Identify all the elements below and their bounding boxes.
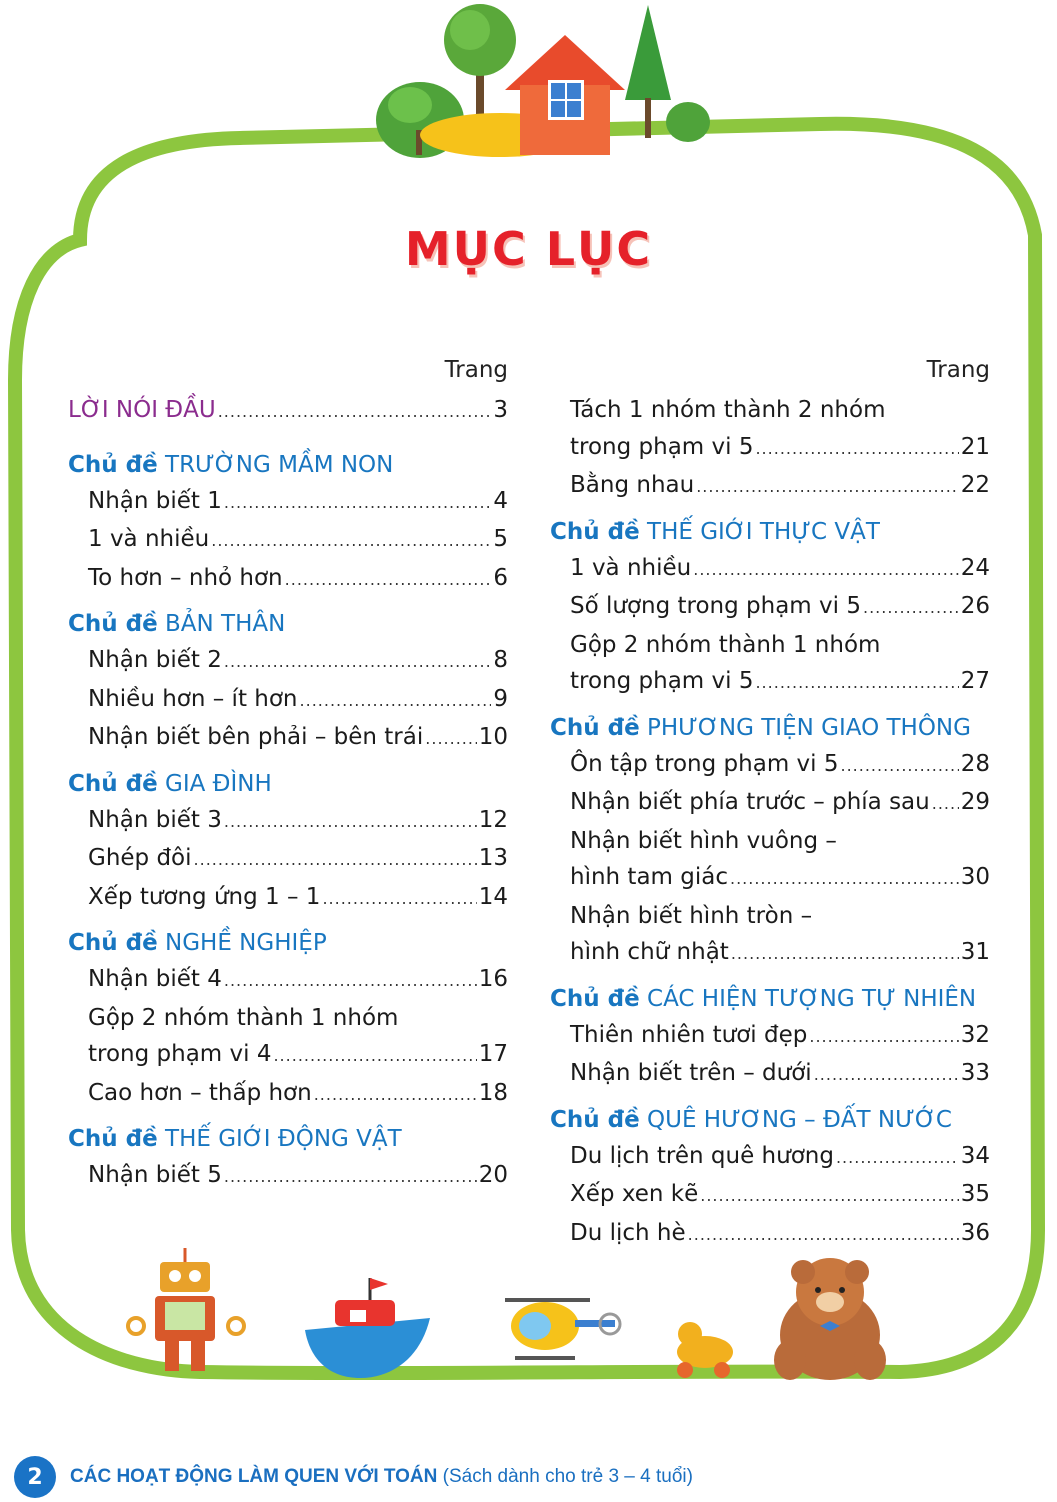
page-number: 4 — [493, 487, 508, 514]
topic-name: NGHỀ NGHIỆP — [165, 930, 327, 956]
toc-entry[interactable] — [68, 719, 508, 758]
toc-entry-title: Nhận biết 5 — [88, 1162, 222, 1188]
page-number: 29 — [960, 789, 990, 815]
topic-name: GIA ĐÌNH — [165, 770, 272, 797]
toc-right-column — [550, 352, 990, 1253]
page-number: 33 — [960, 1060, 990, 1086]
page-number: 22 — [960, 472, 990, 498]
topic-prefix: Chủ đề — [68, 611, 158, 637]
toc-entry-title: Nhận biết 2 — [88, 647, 222, 673]
page-number: 35 — [960, 1181, 990, 1207]
toc-entry-title: Xếp tương ứng 1 – 1 — [88, 883, 321, 910]
page-number: 10 — [478, 724, 508, 750]
topic-heading — [68, 1121, 508, 1157]
page-number: 31 — [960, 939, 990, 965]
page-number: 26 — [960, 593, 990, 619]
toc-entry[interactable] — [550, 746, 990, 785]
toc-entry[interactable] — [550, 1138, 990, 1177]
leader-dots — [425, 721, 476, 758]
topic-heading — [68, 925, 508, 961]
leader-dots — [273, 1038, 476, 1075]
small-bush-icon — [666, 102, 710, 142]
toc-entry[interactable] — [550, 784, 990, 823]
toc-entry[interactable] — [68, 961, 508, 1000]
toc-entry[interactable] — [68, 483, 508, 522]
topic-name: QUÊ HƯƠNG – ĐẤT NƯỚC — [647, 1106, 952, 1133]
toc-entry-title: 1 và nhiều — [570, 554, 692, 581]
page-number: 8 — [493, 647, 508, 673]
pine-tree-icon — [625, 5, 671, 138]
toc-entry-title: hình tam giác — [570, 864, 728, 890]
topic-prefix: Chủ đề — [68, 770, 158, 797]
toc-entry[interactable] — [68, 642, 508, 681]
toc-entry-title: To hơn – nhỏ hơn — [88, 564, 283, 591]
leader-dots — [693, 552, 958, 589]
toc-entry-line1: Tách 1 nhóm thành 2 nhóm — [570, 397, 886, 423]
leader-dots — [224, 485, 491, 522]
toc-entry[interactable] — [550, 859, 990, 898]
toc-entry[interactable] — [68, 840, 508, 879]
topic-prefix: Chủ đề — [550, 985, 640, 1012]
toc-entry[interactable] — [550, 429, 990, 468]
leader-dots — [700, 1178, 958, 1215]
leader-dots — [194, 842, 477, 879]
page-number: 13 — [478, 845, 508, 871]
toc-entry[interactable] — [68, 681, 508, 720]
topic-prefix: Chủ đề — [550, 518, 640, 545]
toc-entry-line1: Gộp 2 nhóm thành 1 nhóm — [570, 631, 881, 658]
leader-dots — [300, 683, 492, 720]
leader-dots — [730, 861, 959, 898]
leader-dots — [696, 469, 959, 506]
topic-name: TRƯỜNG MẦM NON — [165, 451, 394, 478]
topic-name: CÁC HIỆN TƯỢNG TỰ NHIÊN — [647, 985, 977, 1012]
topic-name: PHƯƠNG TIỆN GIAO THÔNG — [647, 714, 971, 741]
toc-entry[interactable] — [550, 1215, 990, 1254]
leader-dots — [840, 748, 958, 785]
book-subtitle: (Sách dành cho trẻ 3 – 4 tuổi) — [442, 1466, 693, 1487]
toc-entry-title: Nhận biết 3 — [88, 806, 222, 833]
toc-entry-title: Nhận biết trên – dưới — [570, 1060, 812, 1086]
leader-dots — [932, 786, 959, 823]
page-number: 17 — [478, 1041, 508, 1067]
toc-entry-title: Nhận biết bên phải – bên trái — [88, 724, 424, 750]
book-title: CÁC HOẠT ĐỘNG LÀM QUEN VỚI TOÁN — [70, 1466, 438, 1487]
page-number: 18 — [478, 1079, 508, 1106]
toc-entry[interactable] — [550, 663, 990, 702]
topic-prefix: Chủ đề — [68, 1126, 158, 1152]
leader-dots — [211, 523, 491, 560]
page-number: 12 — [478, 806, 508, 833]
page-number: 6 — [493, 564, 508, 591]
page-number: 28 — [960, 750, 990, 777]
topic-prefix: Chủ đề — [68, 930, 158, 956]
topic-prefix: Chủ đề — [68, 451, 158, 478]
toc-entry[interactable] — [68, 879, 508, 918]
page-number: 36 — [960, 1219, 990, 1246]
leader-dots — [224, 963, 477, 1000]
page-number: 9 — [493, 685, 508, 712]
topic-prefix: Chủ đề — [550, 714, 640, 741]
house-icon — [505, 35, 625, 155]
boat-icon — [305, 1278, 430, 1378]
leader-dots — [755, 431, 958, 468]
toc-entry[interactable] — [68, 560, 508, 599]
leader-dots — [224, 644, 491, 681]
topic-name: THẾ GIỚI THỰC VẬT — [647, 518, 880, 545]
toc-entry[interactable] — [550, 934, 990, 973]
page-number: 34 — [960, 1142, 990, 1169]
leader-dots — [863, 590, 959, 627]
toc-entry[interactable] — [68, 1036, 508, 1075]
toc-entry-line1: Nhận biết hình vuông – — [570, 827, 837, 854]
toc-entry[interactable] — [68, 802, 508, 841]
teddy-bear-icon — [774, 1258, 886, 1380]
leader-dots — [836, 1140, 959, 1177]
topic-heading — [550, 514, 990, 550]
toc-entry[interactable] — [550, 1055, 990, 1094]
leader-dots — [314, 1077, 477, 1114]
page-title: MỤC LỤC — [404, 222, 653, 276]
topic-heading — [68, 766, 508, 802]
leader-dots — [322, 881, 476, 918]
toc-entry[interactable] — [550, 588, 990, 627]
page-number: 14 — [478, 883, 508, 910]
helicopter-icon — [505, 1300, 620, 1358]
toc-entry-title: Ghép đôi — [88, 845, 192, 871]
leader-dots — [224, 804, 477, 841]
page-number: 32 — [960, 1021, 990, 1048]
footer-book-title — [70, 1466, 693, 1488]
toc-entry[interactable] — [550, 550, 990, 589]
page-number: 27 — [960, 668, 990, 694]
toc-entry-title: Nhận biết 4 — [88, 966, 222, 992]
toc-entry-title: Ôn tập trong phạm vi 5 — [570, 750, 839, 777]
toc-entry-title: Thiên nhiên tươi đẹp — [570, 1021, 808, 1048]
toc-entry-title: trong phạm vi 5 — [570, 668, 754, 694]
page-number: 5 — [493, 526, 508, 552]
toc-entry-title: hình chữ nhật — [570, 939, 729, 965]
toc-entry-title: Cao hơn – thấp hơn — [88, 1079, 312, 1106]
topic-prefix: Chủ đề — [550, 1106, 640, 1133]
page-number: 21 — [960, 433, 990, 460]
topic-name: BẢN THÂN — [165, 611, 286, 637]
leader-dots — [285, 562, 492, 599]
toc-entry[interactable] — [550, 467, 990, 506]
toc-entry[interactable] — [550, 1176, 990, 1215]
toc-left-column — [68, 352, 508, 1196]
topic-heading — [550, 981, 990, 1017]
topic-name: THẾ GIỚI ĐỘNG VẬT — [165, 1126, 402, 1152]
toc-entry[interactable] — [68, 1157, 508, 1196]
leader-dots — [218, 394, 492, 431]
robot-icon — [128, 1248, 244, 1371]
toc-entry-title: Bằng nhau — [570, 472, 695, 498]
toc-entry-title: Nhận biết 1 — [88, 487, 222, 514]
leader-dots — [731, 936, 959, 973]
toc-entry-title: Nhiều hơn – ít hơn — [88, 685, 298, 712]
page-number: 24 — [960, 554, 990, 581]
toc-entry-title: 1 và nhiều — [88, 526, 210, 552]
topic-heading — [550, 1102, 990, 1138]
page-number: 16 — [478, 966, 508, 992]
toc-entry[interactable] — [550, 1017, 990, 1056]
toc-entry[interactable] — [68, 521, 508, 560]
page-number: 3 — [493, 397, 508, 423]
toc-entry-title: Du lịch trên quê hương — [570, 1142, 834, 1169]
toc-entry-title: Số lượng trong phạm vi 5 — [570, 593, 861, 619]
toc-entry-title: trong phạm vi 5 — [570, 433, 754, 460]
page-footer — [14, 1452, 693, 1502]
toc-entry-title: Xếp xen kẽ — [570, 1181, 699, 1207]
leader-dots — [224, 1159, 477, 1196]
toc-entry-line1: Nhận biết hình tròn – — [570, 902, 813, 929]
page-number: 30 — [960, 864, 990, 890]
toc-front-matter[interactable] — [68, 392, 508, 431]
trang-label: Trang — [926, 357, 990, 383]
toc-entry-title: Du lịch hè — [570, 1219, 686, 1246]
trang-label: Trang — [444, 357, 508, 383]
topic-heading — [68, 447, 508, 483]
toc-entry-title: Nhận biết phía trước – phía sau — [570, 789, 930, 815]
toc-entry-title: trong phạm vi 4 — [88, 1041, 272, 1067]
toc-entry-line1: Gộp 2 nhóm thành 1 nhóm — [88, 1004, 399, 1031]
leader-dots — [688, 1217, 959, 1254]
topic-heading — [68, 606, 508, 642]
leader-dots — [809, 1019, 958, 1056]
leader-dots — [755, 665, 958, 702]
footer-page-number: 2 — [14, 1456, 56, 1498]
front-matter-label: LỜI NÓI ĐẦU — [68, 397, 216, 423]
topic-heading — [550, 710, 990, 746]
page-number: 20 — [478, 1162, 508, 1188]
leader-dots — [814, 1057, 959, 1094]
toc-entry[interactable] — [68, 1075, 508, 1114]
